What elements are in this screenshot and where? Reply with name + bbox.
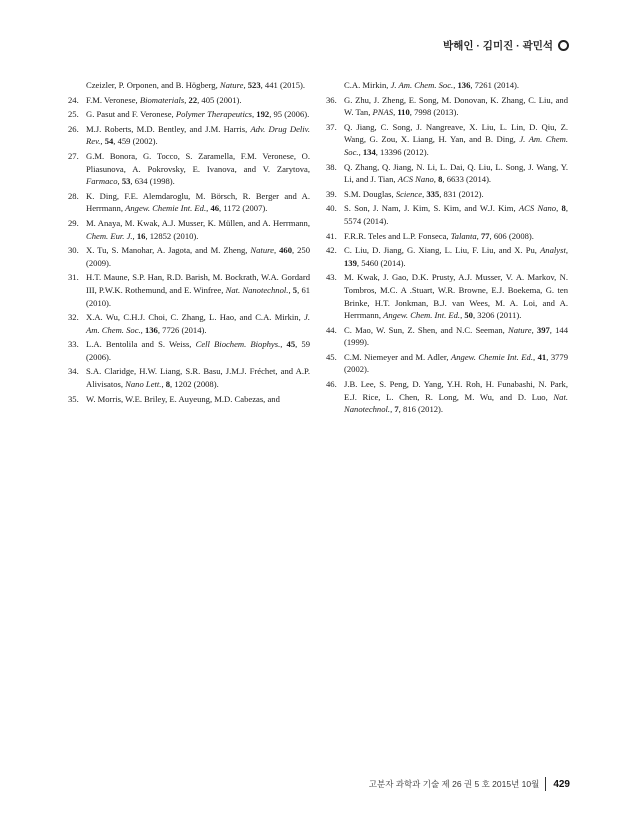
circle-bullet-icon (558, 40, 569, 51)
reference-text: C. Liu, D. Jiang, G. Xiang, L. Liu, F. Liu, and X. Pu, Analyst, 139, 5460 (2014). (344, 245, 568, 268)
references-right-column (326, 79, 568, 418)
reference-number: 36. (326, 94, 337, 105)
reference-entry (326, 121, 568, 159)
reference-text: Q. Jiang, C. Song, J. Nangreave, X. Liu, L. Lin, D. Qiu, Z. Wang, G. Zou, X. Liang, H. Yan, and B. Ding, J. Am. Chem. Soc., 134, 13396 (2012). (344, 121, 569, 157)
running-header (443, 38, 569, 53)
reference-text: S. Son, J. Nam, J. Kim, S. Kim, and W.J. Kim, ACS Nano, 8, 5574 (2014). (344, 203, 568, 226)
reference-number: 33. (68, 339, 79, 350)
reference-text: Q. Zhang, Q. Jiang, N. Li, L. Dai, Q. Liu, L. Song, J. Wang, Y. Li, and J. Tian, ACS Nano, 8, 6633 (2014). (344, 161, 568, 185)
reference-entry (68, 365, 310, 390)
reference-text: G. Pasut and F. Veronese, Polymer Therapeutics, 192, 95 (2006). (86, 109, 310, 120)
reference-text: C.M. Niemeyer and M. Adler, Angew. Chemie Int. Ed., 41, 3779 (2002). (344, 351, 569, 375)
reference-entry (326, 202, 568, 227)
reference-number: 42. (326, 245, 337, 256)
reference-text: W. Morris, W.E. Briley, E. Auyeung, M.D. Cabezas, and (86, 393, 280, 404)
reference-text: C. Mao, W. Sun, Z. Shen, and N.C. Seeman, Nature, 397, 144 (1999). (344, 324, 569, 348)
reference-number: 30. (68, 245, 79, 256)
reference-text: Czeizler, P. Orponen, and B. Högberg, Nature, 523, 441 (2015). (86, 80, 306, 90)
reference-number: 35. (68, 393, 79, 404)
reference-number: 34. (68, 366, 79, 377)
reference-entry (68, 338, 310, 363)
reference-number: 44. (326, 324, 337, 335)
reference-text: M. Anaya, M. Kwak, A.J. Musser, K. Müllen, and A. Herrmann, Chem. Eur. J., 16, 12852 (2010). (86, 217, 310, 241)
reference-number: 46. (326, 379, 337, 390)
page-number: 429 (553, 778, 570, 790)
reference-text: F.R.R. Teles and L.P. Fonseca, Talanta, 77, 606 (2008). (344, 230, 534, 241)
reference-entry (326, 378, 568, 416)
reference-text: H.T. Maune, S.P. Han, R.D. Barish, M. Bockrath, W.A. Gordard III, P.W.K. Rothemund, and E. Winfree, Nat. Nanotechnol., 5, 61 (2010). (86, 272, 311, 308)
reference-entry (326, 94, 568, 119)
reference-number: 24. (68, 94, 79, 105)
reference-text: M.J. Roberts, M.D. Bentley, and J.M. Harris, Adv. Drug Deliv. Rev., 54, 459 (2002). (86, 123, 310, 147)
reference-text: S.A. Claridge, H.W. Liang, S.R. Basu, J.M.J. Fréchet, and A.P. Alivisatos, Nano Lett., 8, 1202 (2008). (86, 366, 310, 390)
reference-number: 43. (326, 272, 337, 283)
reference-entry (326, 271, 568, 321)
reference-text: X. Tu, S. Manohar, A. Jagota, and M. Zheng, Nature, 460, 250 (2009). (86, 245, 310, 268)
reference-entry (68, 311, 310, 336)
reference-entry (326, 161, 568, 186)
reference-number: 32. (68, 312, 79, 323)
reference-number: 45. (326, 351, 337, 362)
reference-number: 26. (68, 123, 79, 134)
reference-number: 37. (326, 121, 337, 132)
reference-text: M. Kwak, J. Gao, D.K. Prusty, A.J. Musser, V. A. Markov, N. Tombros, M.C. A .Stuart, W.R. Browne, E.J. Boekema, G. ten Brinke, H.T. Jonkman, B.J. van Wees, M. A. Loi, and A. Herrmann, Angew. Chem. Int. Ed., 50, 3206 (2011). (344, 272, 568, 321)
reference-entry (326, 79, 568, 92)
reference-text: F.M. Veronese, Biomaterials, 22, 405 (2001). (86, 94, 242, 105)
references-section (68, 79, 568, 418)
reference-number: 27. (68, 150, 79, 161)
reference-entry (68, 271, 310, 309)
reference-entry (68, 108, 310, 121)
reference-number: 28. (68, 190, 79, 201)
references-left-column (68, 79, 310, 418)
reference-entry (326, 230, 568, 243)
reference-number: 39. (326, 188, 337, 199)
reference-entry (68, 190, 310, 215)
reference-number: 25. (68, 109, 79, 120)
reference-entry (68, 79, 310, 92)
reference-number: 29. (68, 217, 79, 228)
reference-number: 31. (68, 272, 79, 283)
reference-number: 38. (326, 161, 337, 172)
page-footer (369, 777, 570, 791)
reference-entry (68, 150, 310, 188)
reference-text: G. Zhu, J. Zheng, E. Song, M. Donovan, K. Zhang, C. Liu, and W. Tan, PNAS, 110, 7998 (2013). (344, 94, 568, 118)
footer-journal-info: 고분자 과학과 기술 제 26 권 5 호 2015년 10월 (368, 779, 540, 789)
reference-text: L.A. Bentolila and S. Weiss, Cell Biochem. Biophys., 45, 59 (2006). (86, 339, 311, 362)
reference-entry (326, 351, 568, 376)
reference-text: J.B. Lee, S. Peng, D. Yang, Y.H. Roh, H. Funabashi, N. Park, E.J. Rice, L. Chen, R. Long, M. Wu, and D. Luo, Nat. Nanotechnol., 7, 816 (2012). (344, 379, 568, 415)
reference-number: 40. (326, 203, 337, 214)
reference-text: G.M. Bonora, G. Tocco, S. Zaramella, F.M. Veronese, O. Pliasunova, A. Pokrovsky, E. Ivanova, and V. Zarytova, Farmaco, 53, 634 (1998). (86, 150, 310, 187)
reference-entry (68, 123, 310, 148)
header-authors: 박해인 · 김미진 · 곽민석 (443, 40, 553, 52)
reference-entry (326, 188, 568, 201)
reference-entry (68, 244, 310, 269)
reference-entry (68, 393, 310, 406)
reference-entry (326, 244, 568, 269)
reference-text: X.A. Wu, C.H.J. Choi, C. Zhang, L. Hao, and C.A. Mirkin, J. Am. Chem. Soc., 136, 7726 (2014). (86, 312, 310, 335)
reference-text: K. Ding, F.E. Alemdaroglu, M. Börsch, R. Berger and A. Herrmann, Angew. Chemie Int. Ed., 46, 1172 (2007). (86, 190, 310, 214)
reference-number: 41. (326, 230, 337, 241)
reference-text: C.A. Mirkin, J. Am. Chem. Soc., 136, 7261 (2014). (344, 80, 520, 90)
footer-divider (545, 777, 546, 791)
reference-entry (326, 324, 568, 349)
reference-entry (68, 94, 310, 107)
reference-entry (68, 217, 310, 242)
reference-text: S.M. Douglas, Science, 335, 831 (2012). (344, 188, 484, 199)
